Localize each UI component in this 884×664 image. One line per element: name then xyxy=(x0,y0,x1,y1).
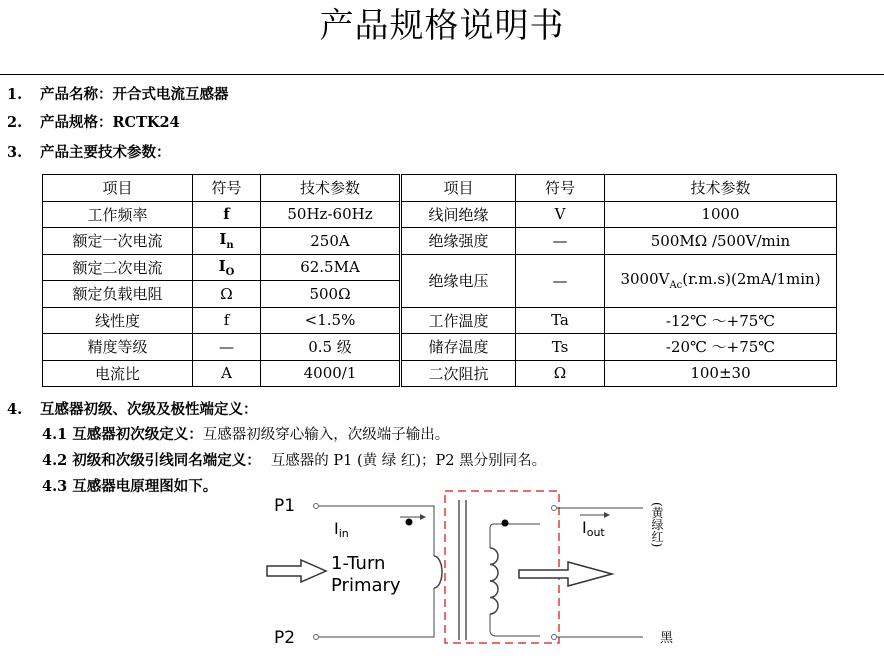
iin-label: Iin xyxy=(334,519,349,540)
iin-arrowhead xyxy=(420,514,426,520)
param-item: 额定二次电流 xyxy=(43,254,193,281)
primary-polarity-dot xyxy=(406,519,413,526)
header-value: 技术参数 xyxy=(605,175,837,202)
iout-arrowhead xyxy=(604,512,610,518)
lead-color-top: (黄绿红) xyxy=(650,502,664,548)
param-symbol: $I_n$ xyxy=(193,228,261,255)
param-symbol: — xyxy=(516,228,605,255)
param-value: 250A xyxy=(261,228,401,255)
param-item: 额定一次电流 xyxy=(43,228,193,255)
param-value: 50Hz-60Hz xyxy=(261,201,401,228)
param-value: 1000 xyxy=(605,201,837,228)
param-symbol: — xyxy=(193,334,261,361)
subsection-4-1 xyxy=(42,426,449,444)
param-value: -20℃ ～+75℃ xyxy=(605,334,837,361)
secondary-polarity-dot xyxy=(502,520,509,527)
param-symbol: V xyxy=(516,201,605,228)
param-item: 线性度 xyxy=(43,307,193,334)
secondary-wire-top xyxy=(490,524,540,548)
param-item: 工作频率 xyxy=(43,201,193,228)
table-row xyxy=(43,254,837,281)
param-symbol: f xyxy=(193,201,261,228)
param-value: 500Ω xyxy=(261,281,401,308)
table-header-row xyxy=(43,175,837,202)
output-arrow xyxy=(519,562,612,586)
table-row xyxy=(43,201,837,228)
subsection-4-2 xyxy=(42,452,546,470)
param-value: <1.5% xyxy=(261,307,401,334)
spec-table xyxy=(42,174,837,387)
output-terminal-top xyxy=(552,506,557,511)
param-value: $3000V_{Ac}(r.m.s)(2mA/1\min)$ xyxy=(605,254,837,307)
param-item: 储存温度 xyxy=(401,334,516,361)
secondary-wire-bottom xyxy=(490,614,540,636)
param-item: 精度等级 xyxy=(43,334,193,361)
param-item: 电流比 xyxy=(43,360,193,387)
p1-terminal xyxy=(314,504,319,509)
lead-color-bottom: 黑 xyxy=(660,631,674,646)
param-symbol: Ω xyxy=(193,281,261,308)
param-value: 62.5MA xyxy=(261,254,401,281)
param-symbol: Ω xyxy=(516,360,605,387)
param-value: 0.5 级 xyxy=(261,334,401,361)
title-divider xyxy=(0,74,884,75)
p2-terminal xyxy=(314,635,319,640)
subsection-4-2-text: 互感器的 P1 (黄 绿 红)；P2 黑分别同名。 xyxy=(270,453,547,469)
param-item: 绝缘电压 xyxy=(401,254,516,307)
param-item: 线间绝缘 xyxy=(401,201,516,228)
section-1-label: 产品名称：开合式电流互感器 xyxy=(40,86,229,103)
secondary-coil xyxy=(490,548,498,614)
param-symbol: Ts xyxy=(516,334,605,361)
section-2-number: 2. xyxy=(7,114,23,131)
turn-label-line2: Primary xyxy=(331,575,401,596)
iout-label: Iout xyxy=(582,518,605,539)
section-4-number: 4. xyxy=(7,401,23,418)
output-terminal-bottom xyxy=(552,635,557,640)
param-item: 二次阻抗 xyxy=(401,360,516,387)
header-value: 技术参数 xyxy=(261,175,401,202)
section-2-label: 产品规格：RCTK24 xyxy=(40,114,180,131)
param-value: 100±30 xyxy=(605,360,837,387)
table-row xyxy=(43,360,837,387)
param-item: 绝缘强度 xyxy=(401,228,516,255)
table-row xyxy=(43,307,837,334)
circuit-diagram xyxy=(0,490,884,664)
subsection-4-1-text: 互感器初级穿心输入，次级端子输出。 xyxy=(202,427,450,443)
header-symbol: 符号 xyxy=(516,175,605,202)
section-1-number: 1. xyxy=(7,86,23,103)
subsection-4-3-label: 4.3 互感器电原理图如下。 xyxy=(42,478,218,495)
subsection-4-2-label: 4.2 初级和次级引线同名端定义： xyxy=(42,452,261,469)
param-value: 4000/1 xyxy=(261,360,401,387)
input-arrow xyxy=(267,560,326,582)
param-value: 500MΩ /500V/min xyxy=(605,228,837,255)
header-item: 项目 xyxy=(401,175,516,202)
param-symbol: f xyxy=(193,307,261,334)
primary-coil xyxy=(434,556,442,588)
table-row xyxy=(43,228,837,255)
subsection-4-1-label: 4.1 互感器初次级定义： xyxy=(42,426,203,443)
table-row xyxy=(43,334,837,361)
param-item: 额定负载电阻 xyxy=(43,281,193,308)
p1-label: P1 xyxy=(274,496,296,516)
page-title: 产品规格说明书 xyxy=(319,6,565,46)
param-symbol: — xyxy=(516,254,605,307)
param-symbol: A xyxy=(193,360,261,387)
turn-label-line1: 1-Turn xyxy=(331,553,386,574)
param-symbol: Ta xyxy=(516,307,605,334)
section-3-number: 3. xyxy=(7,144,23,161)
p2-label: P2 xyxy=(274,628,296,648)
header-item: 项目 xyxy=(43,175,193,202)
param-item: 工作温度 xyxy=(401,307,516,334)
header-symbol: 符号 xyxy=(193,175,261,202)
section-4-label: 互感器初级、次级及极性端定义： xyxy=(40,401,258,418)
param-value: -12℃ ～+75℃ xyxy=(605,307,837,334)
param-symbol: $I_O$ xyxy=(193,254,261,281)
section-3-label: 产品主要技术参数： xyxy=(40,144,171,161)
transformer-boundary xyxy=(445,491,559,643)
